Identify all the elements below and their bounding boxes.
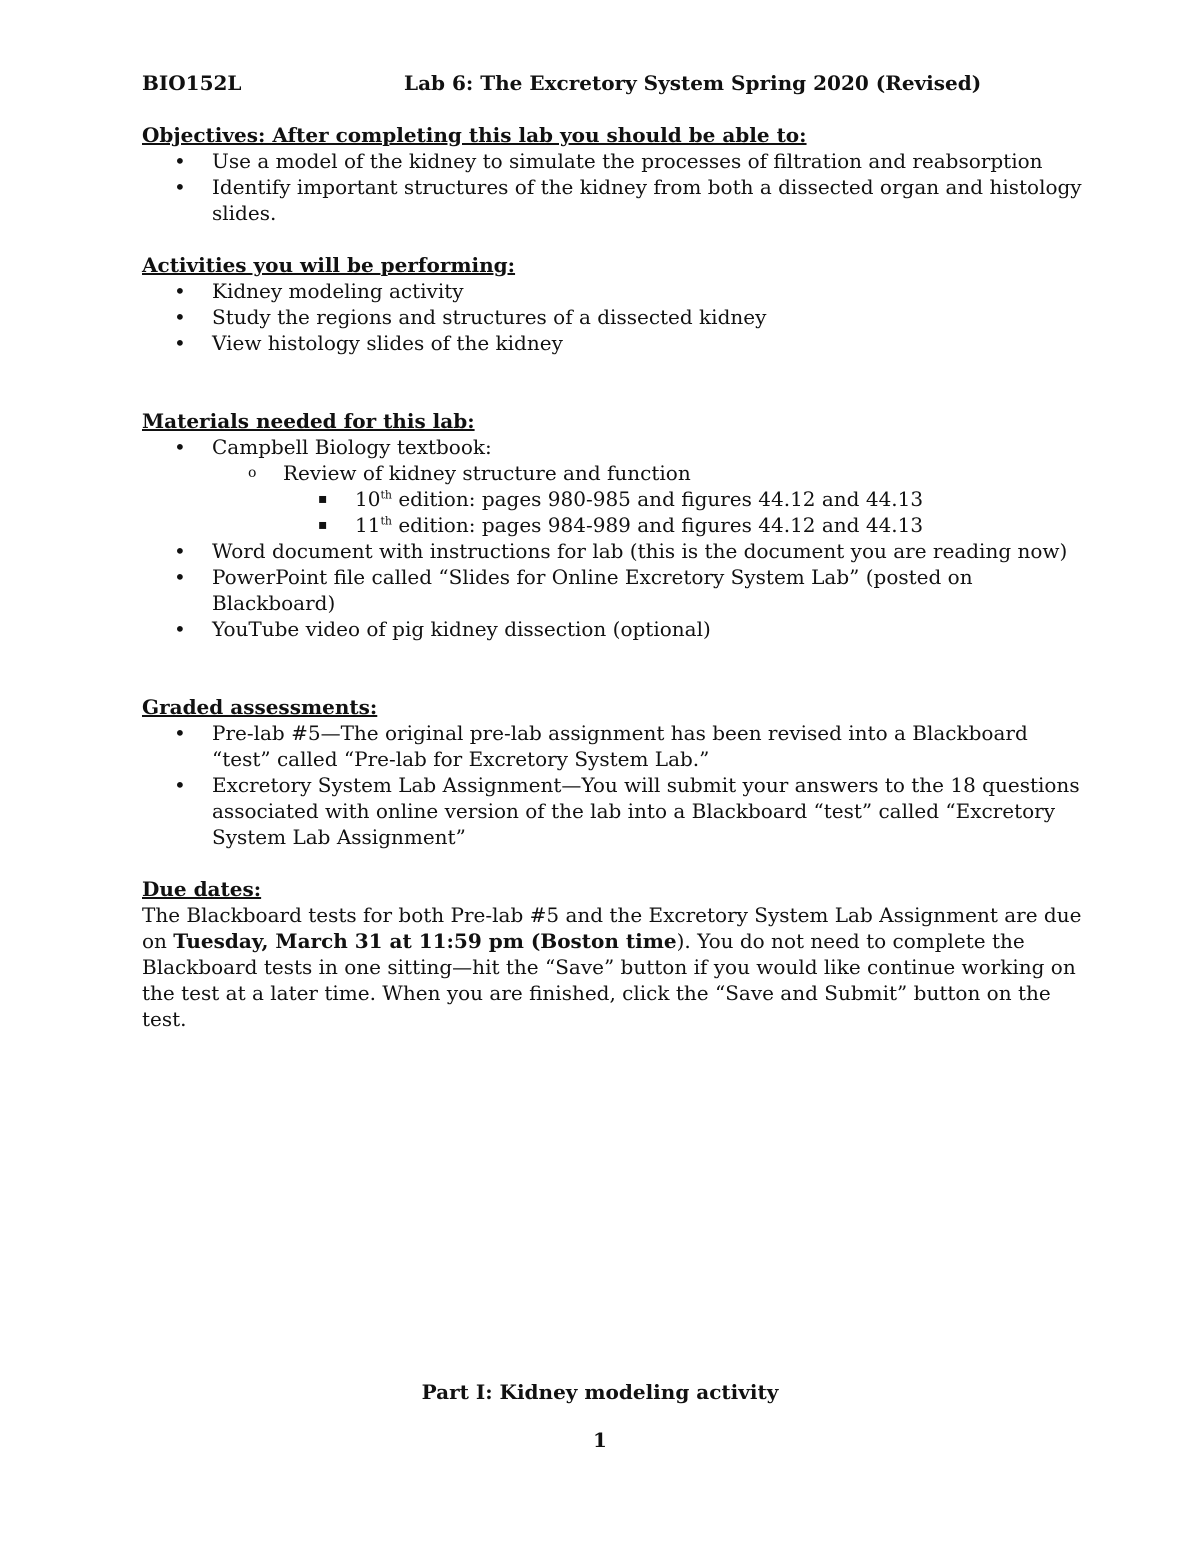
list-item: [142, 434, 1082, 460]
list-item-text: PowerPoint file called “Slides for Online Excretory System Lab” (posted on Blackboard): [212, 565, 973, 615]
list-item: [142, 330, 1082, 356]
edition-number: 11: [355, 513, 381, 537]
part-title: Part I: Kidney modeling activity: [421, 1380, 779, 1404]
list-item-text: Campbell Biology textbook:: [212, 435, 492, 459]
document-body: [142, 122, 1082, 1032]
bullet-icon: •: [174, 305, 186, 329]
square-bullet-icon: ▪: [318, 491, 328, 507]
list-item-text: Kidney modeling activity: [212, 279, 464, 303]
lab-title: Lab 6: The Excretory System Spring 2020 (Revised): [404, 71, 982, 95]
list-item-text: edition: pages 984-989 and figures 44.12 and 44.13: [391, 513, 924, 537]
objectives-heading: Objectives: After completing this lab you should be able to:: [142, 123, 807, 147]
bullet-icon: •: [174, 617, 186, 641]
course-code: BIO152L: [142, 71, 242, 95]
list-item-text: Identify important structures of the kidney from both a dissected organ and histology slides.: [212, 175, 1082, 225]
list-item-text: Pre-lab #5—The original pre-lab assignment has been revised into a Blackboard “test” called “Pre-lab for Excretory System Lab.”: [212, 721, 1028, 771]
activities-list: [142, 278, 1082, 356]
bullet-icon: •: [174, 331, 186, 355]
bullet-icon: •: [174, 175, 186, 199]
list-item-text: Study the regions and structures of a dissected kidney: [212, 305, 767, 329]
list-item-text: Excretory System Lab Assignment—You will submit your answers to the 18 questions associated with online version of the lab into a Blackboard “test” called “Excretory System Lab Assignment”: [212, 773, 1080, 849]
list-item-text: Word document with instructions for lab (this is the document you are reading now): [212, 539, 1068, 563]
list-item: [142, 460, 1082, 486]
bullet-icon: •: [174, 565, 186, 589]
bullet-icon: •: [174, 773, 186, 797]
materials-list: [142, 434, 1082, 642]
list-item: [142, 174, 1082, 226]
list-item: [142, 616, 1082, 642]
due-text: The Blackboard tests for both Pre-lab #5 and the Excretory System Lab Assignment are due on: [142, 903, 1082, 953]
bullet-icon: •: [174, 539, 186, 563]
list-item: [142, 538, 1082, 564]
page-number: 1: [593, 1428, 607, 1452]
bullet-icon: •: [174, 279, 186, 303]
list-item: [142, 720, 1082, 772]
list-item: [142, 772, 1082, 850]
list-item-text: View histology slides of the kidney: [212, 331, 563, 355]
list-item: [142, 304, 1082, 330]
list-item-text: Use a model of the kidney to simulate the processes of filtration and reabsorption: [212, 149, 1043, 173]
list-item: [142, 486, 1082, 512]
list-item-text: YouTube video of pig kidney dissection (optional): [212, 617, 711, 641]
bullet-icon: •: [174, 149, 186, 173]
bullet-icon: •: [174, 721, 186, 745]
list-item: [142, 148, 1082, 174]
square-bullet-icon: ▪: [318, 517, 328, 533]
list-item: [142, 564, 1082, 616]
activities-heading: Activities you will be performing:: [142, 253, 516, 277]
due-dates-heading: Due dates:: [142, 877, 262, 901]
edition-number: 10: [355, 487, 381, 511]
objectives-list: [142, 148, 1082, 226]
ordinal-suffix: th: [380, 514, 392, 528]
list-item: [142, 512, 1082, 538]
list-item: [142, 278, 1082, 304]
ordinal-suffix: th: [380, 488, 392, 502]
circle-bullet-icon: o: [248, 465, 257, 481]
bullet-icon: •: [174, 435, 186, 459]
list-item-text: Review of kidney structure and function: [283, 461, 691, 485]
due-text-rest: ). You do not need to complete the Blackboard tests in one sitting—hit the “Save” button if you would like continue working on the test at a later time. When you are finished, click the “Save and Submit” button on the test.: [142, 929, 1076, 1031]
list-item-text: edition: pages 980-985 and figures 44.12 and 44.13: [391, 487, 924, 511]
due-date: Tuesday, March 31 at 11:59 pm (Boston time: [173, 929, 677, 953]
graded-list: [142, 720, 1082, 850]
due-dates-paragraph: [142, 902, 1082, 1032]
materials-heading: Materials needed for this lab:: [142, 409, 475, 433]
graded-heading: Graded assessments:: [142, 695, 378, 719]
